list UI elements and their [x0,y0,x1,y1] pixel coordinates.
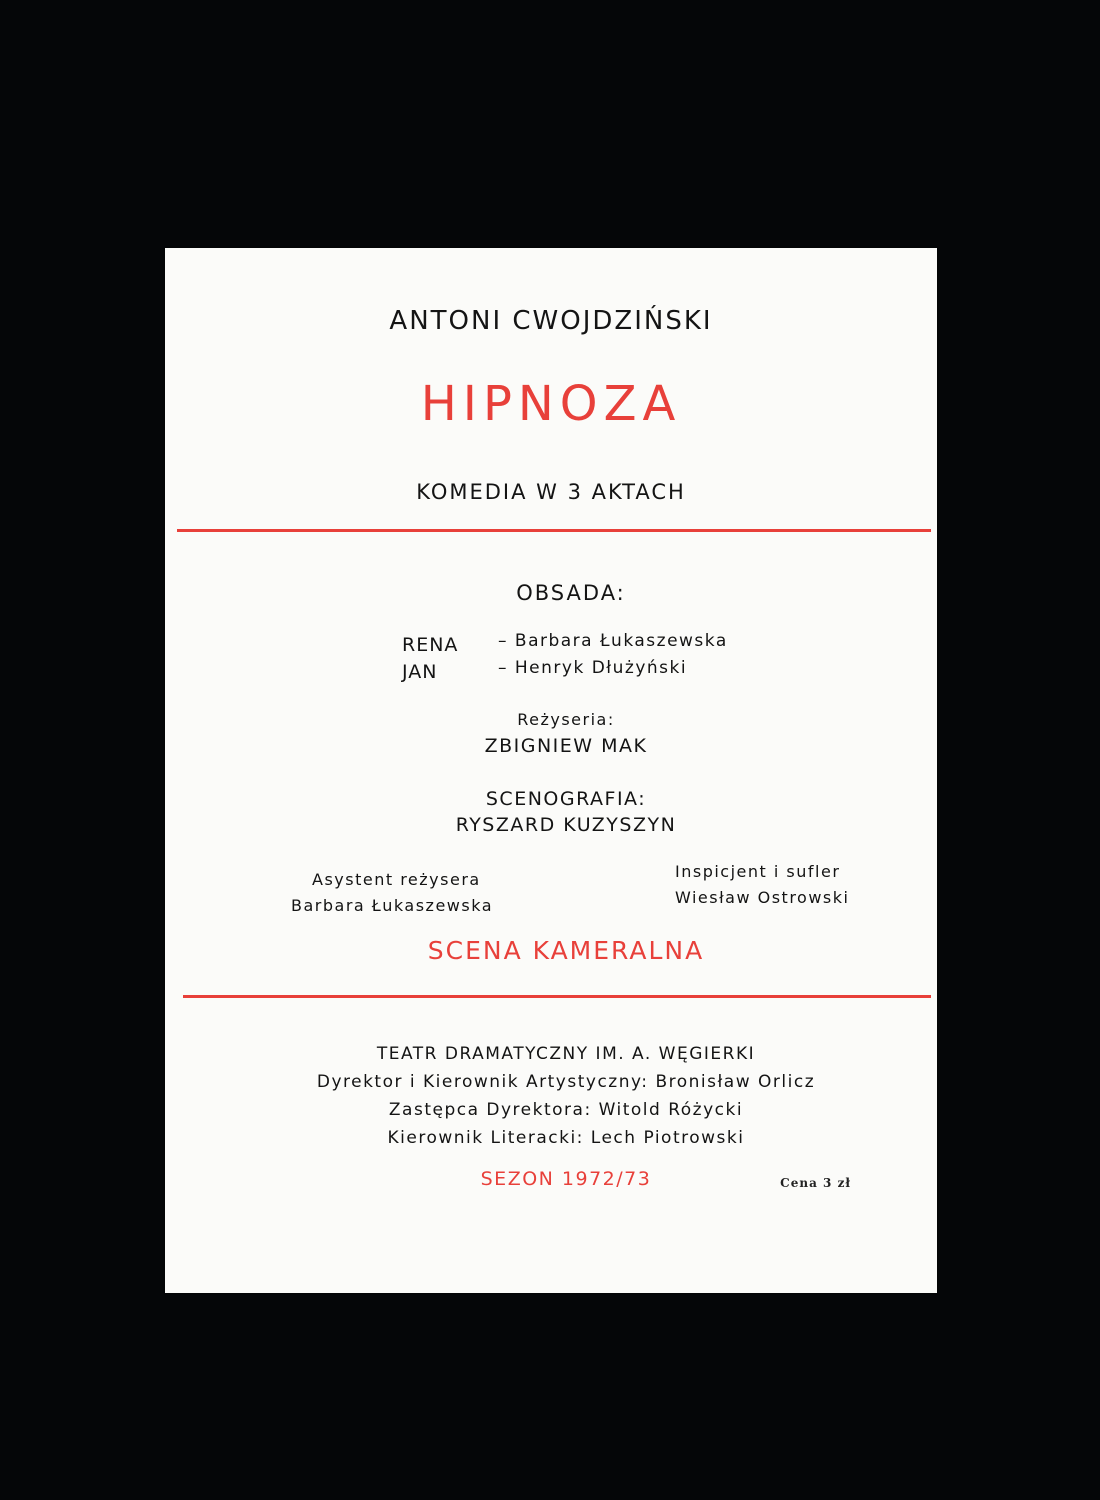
play-title: HIPNOZA [420,376,682,432]
prompter-name: Wiesław Ostrowski [675,888,850,907]
director-name: ZBIGNIEW MAK [484,735,648,757]
cast-actor: – Henryk Dłużyński [498,658,688,678]
bottom-divider [183,995,931,998]
direction-label: Reżyseria: [517,710,615,729]
author-name: ANTONI CWOJDZIŃSKI [389,306,713,336]
theatre-director: Dyrektor i Kierownik Artystyczny: Bronisław Orlicz [316,1072,816,1092]
top-divider [177,529,931,532]
literary-manager: Kierownik Literacki: Lech Piotrowski [387,1128,745,1148]
prompter-label: Inspicjent i sufler [675,862,841,881]
play-subtitle: KOMEDIA W 3 AKTACH [416,480,686,504]
scenography-label: SCENOGRAFIA: [485,788,647,810]
cast-heading: OBSADA: [516,581,626,605]
theatre-deputy: Zastępca Dyrektora: Witold Różycki [388,1100,744,1120]
assistant-name: Barbara Łukaszewska [291,896,493,915]
price: Cena 3 zł [780,1176,851,1190]
assistant-label: Asystent reżysera [312,870,481,889]
theatre-name: TEATR DRAMATYCZNY IM. A. WĘGIERKI [376,1044,756,1064]
cast-role: JAN [402,661,438,683]
stage-name: SCENA KAMERALNA [427,936,705,965]
season: SEZON 1972/73 [480,1168,652,1190]
scenographer-name: RYSZARD KUZYSZYN [455,814,677,836]
programme-page [165,248,937,1293]
cast-role: RENA [402,634,459,656]
cast-actor: – Barbara Łukaszewska [498,631,728,651]
